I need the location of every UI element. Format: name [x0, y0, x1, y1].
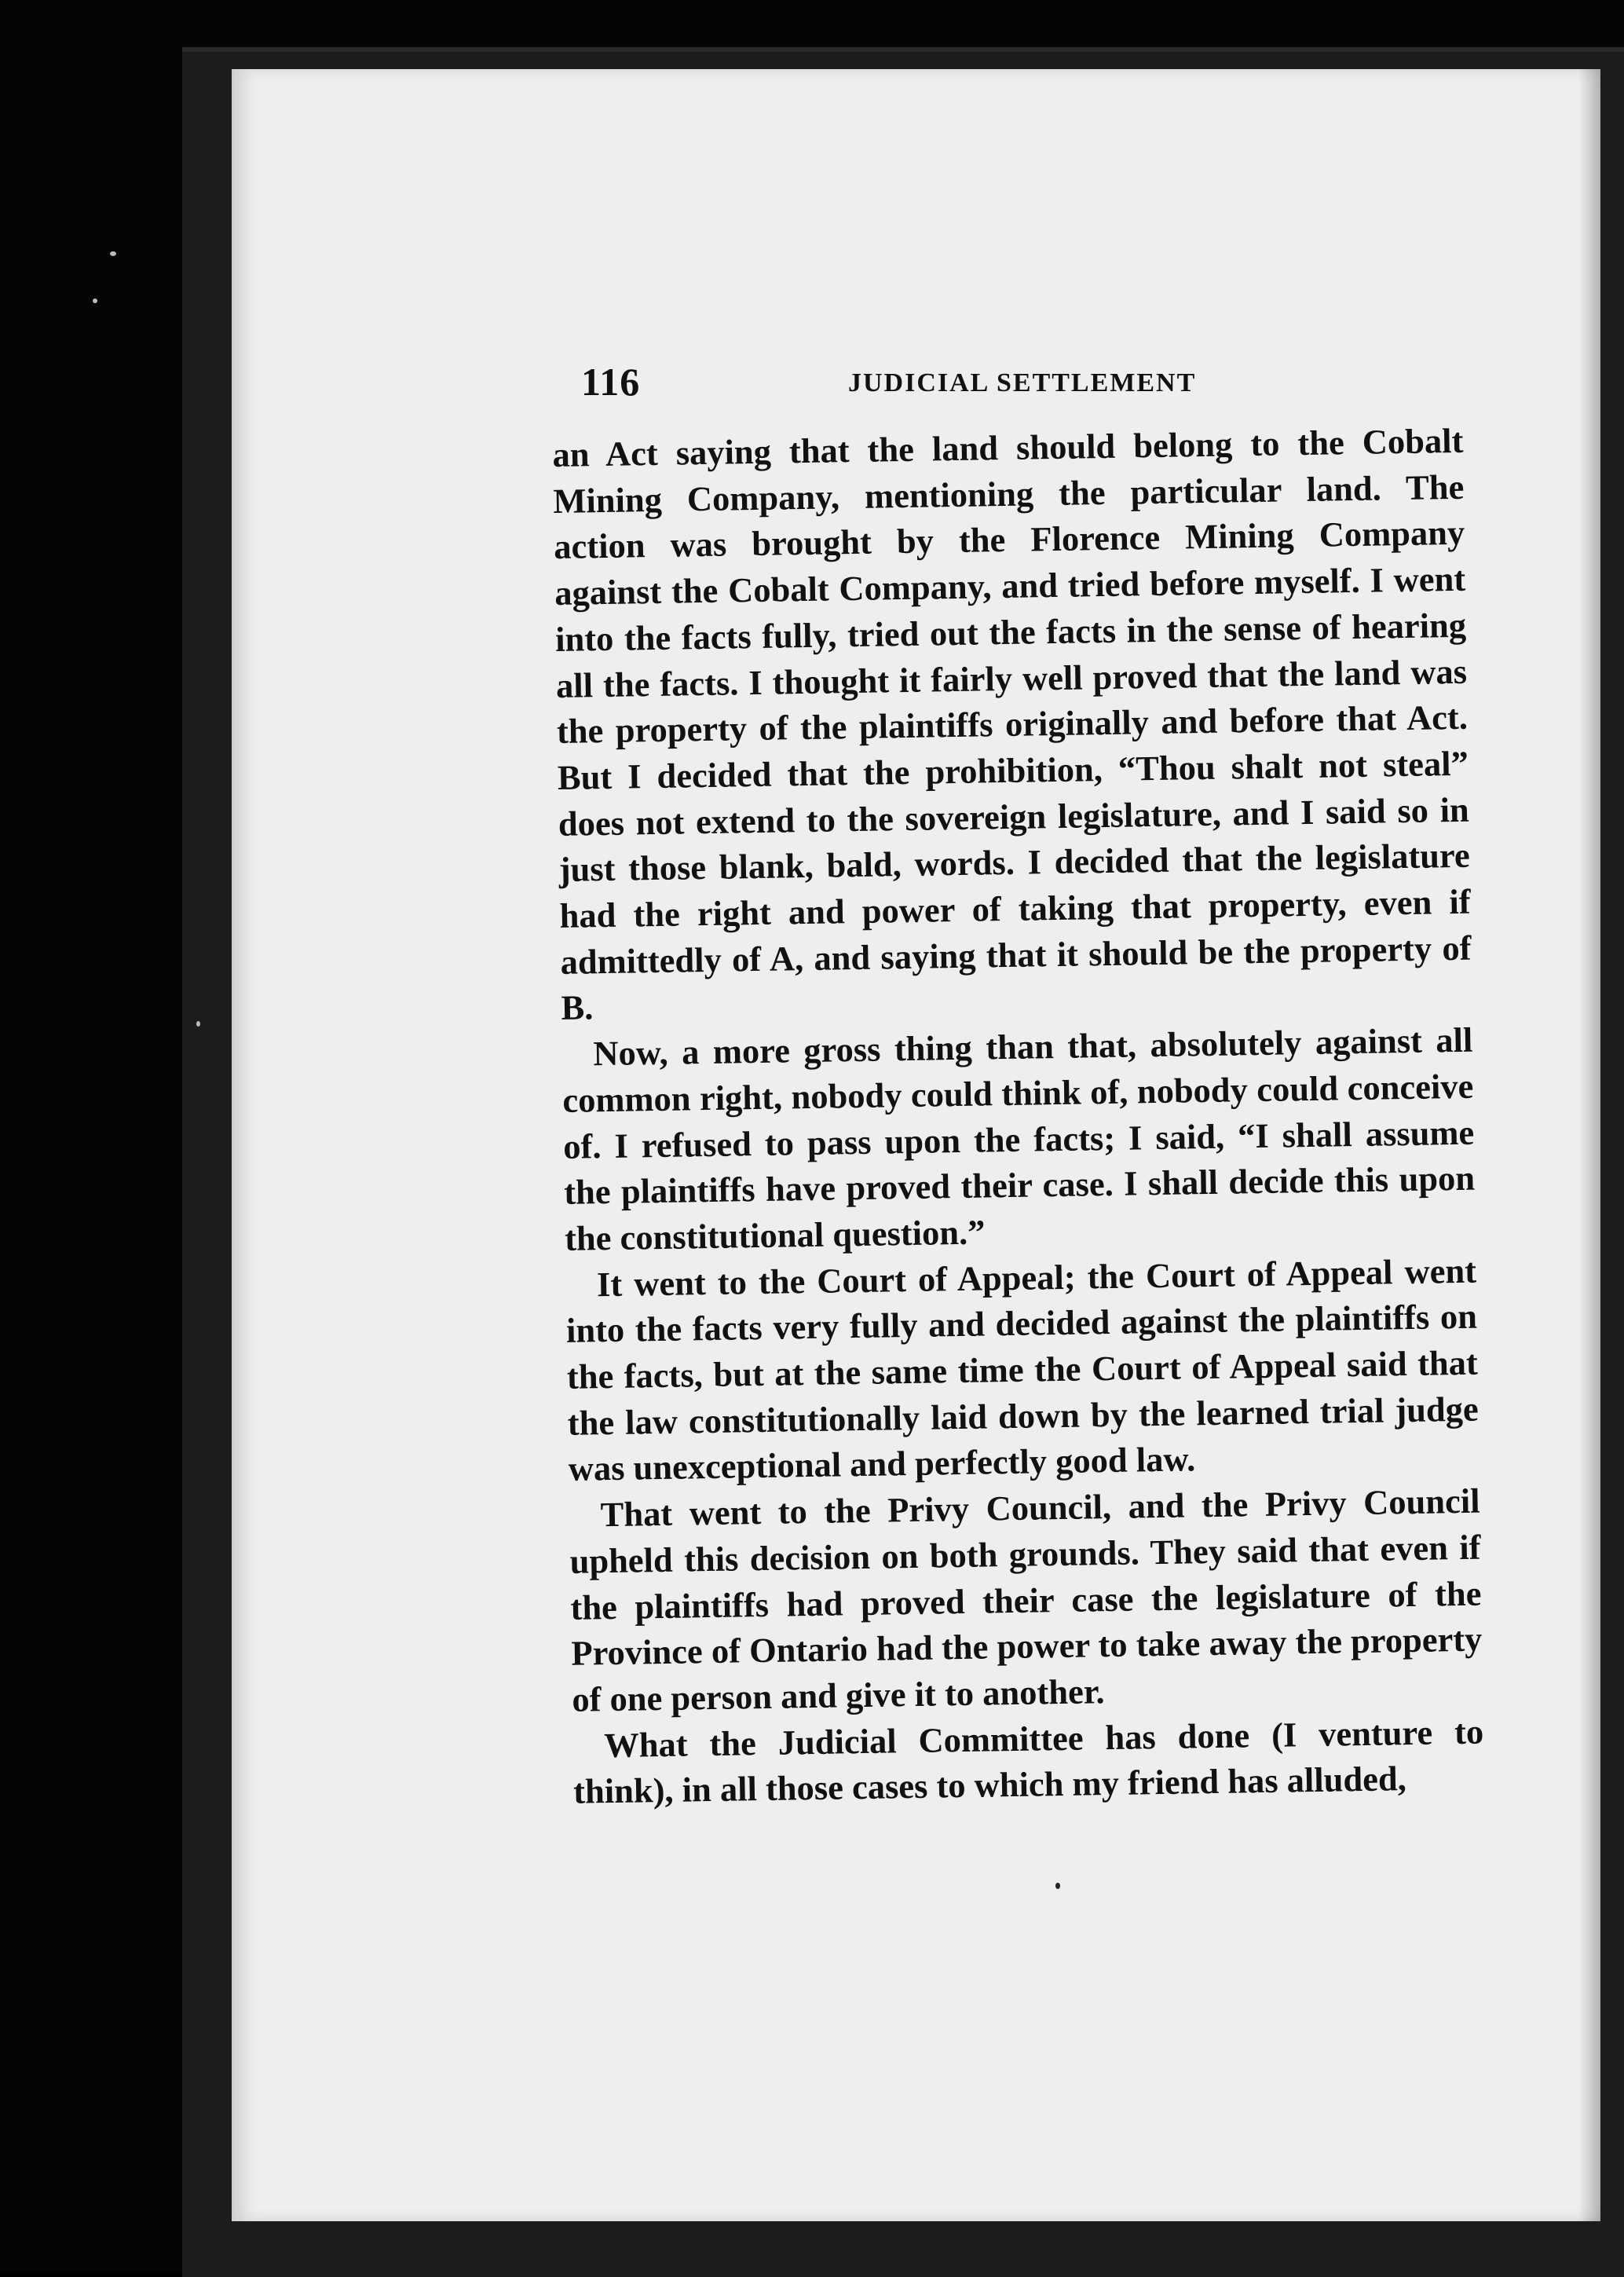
paragraph: What the Judicial Committee has done (I venture to think), in all those cases to which my friend has alluded, [572, 1711, 1484, 1812]
running-head [581, 359, 1461, 406]
paragraph: Now, a more gross thing than that, absolutely against all common right, nobody could think of, nobody could conceive of. I refused to pass upon the facts; I said, “I shall assume the plaintiffs have proved their case. I shall decide this upon the constitutional question.” [561, 1020, 1476, 1258]
paragraph: It went to the Court of Appeal; the Court of Appeal went into the facts very fully and decided against the plaintiffs on the facts, but at the same time the Court of Appeal said that the law constitutionally laid down by the learned trial judge was unexceptional and perfectly good law. [565, 1250, 1480, 1489]
scan-speck [110, 251, 116, 256]
paragraph: an Act saying that the land should belong to the Cobalt Mining Company, mentioning the particular land. The action was brought by the Florence Mining Company against the Cobalt Company, and tried before myself. I went into the facts fully, tried out the facts in the sense of hearing all the facts. I thought it fairly well proved that the land was the property of the plaintiffs originally and before that Act. But I decided that the prohibition, “Thou shalt not steal” does not extend to the sovereign legislature, and I said so in just those blank, bald, words. I decided that the legislature had the right and power of taking that property, even if admittedly of A, and saying that it should be the property of B. [552, 420, 1472, 1028]
running-title: JUDICIAL SETTLEMENT [848, 368, 1197, 397]
page-gutter-shadow [1578, 69, 1600, 2221]
ink-dot [1055, 1883, 1060, 1889]
page-number: 116 [581, 360, 641, 404]
scan-speck [196, 1021, 200, 1027]
scan-speck [93, 298, 97, 303]
body-text [552, 418, 1485, 1815]
paragraph: That went to the Privy Council, and the Privy Council upheld this decision on both grounds. They said that even if the plaintiffs had proved their case the legislature of the Province of Ontario had the power to take away the property of one person and give it to another. [569, 1481, 1483, 1719]
